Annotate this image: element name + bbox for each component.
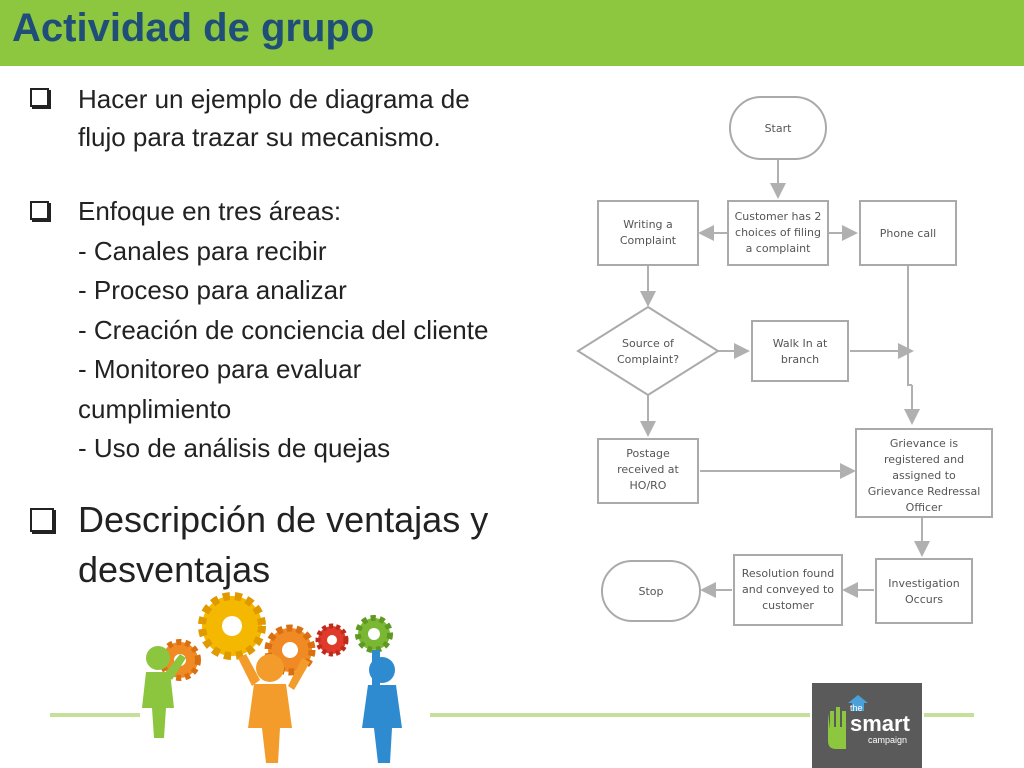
bullet-text-line: - Canales para recibir <box>78 235 327 266</box>
complaint-flowchart <box>560 85 1020 645</box>
node-label-line: Source of <box>622 337 674 350</box>
logo-smart-text: smart <box>850 711 910 736</box>
node-label-line: Writing a <box>623 218 673 231</box>
checkbox-bullet-icon <box>30 201 49 220</box>
node-label-line: received at <box>617 463 679 476</box>
node-label-line: Officer <box>905 501 943 514</box>
flowchart-writing-complaint-node <box>598 201 698 265</box>
stop-label: Stop <box>638 585 664 598</box>
green-person-figure <box>142 646 186 738</box>
gear-icon <box>202 596 262 656</box>
node-label-line: Investigation <box>888 577 960 590</box>
bullet-item <box>30 495 600 595</box>
flowchart-resolution-node <box>734 555 842 625</box>
bullet-text-line: desventajas <box>78 548 271 590</box>
title-bar <box>0 0 1024 66</box>
bullet-text-line: - Uso de análisis de quejas <box>78 433 391 463</box>
bullet-item <box>30 80 600 156</box>
flowchart-walk-in-node <box>752 321 848 381</box>
flowchart-investigation-node <box>876 559 972 623</box>
smart-campaign-logo <box>812 683 922 768</box>
node-label-line: branch <box>780 353 820 366</box>
node-label-line: customer <box>762 599 814 612</box>
start-label: Start <box>764 122 792 135</box>
node-label-line: registered and <box>883 453 965 466</box>
bullet-text-line: - Monitoreo para evaluar <box>78 354 362 384</box>
node-label-line: choices of filing <box>735 226 821 239</box>
bullet-item <box>30 192 600 469</box>
bullet-text-line: flujo para trazar su mecanismo. <box>78 122 441 152</box>
node-label-line: Walk In at <box>772 337 828 350</box>
node-label-line: HO/RO <box>629 479 667 492</box>
bullet-text-line: - Creación de conciencia del cliente <box>78 314 489 345</box>
node-label-line: assigned to <box>892 469 956 482</box>
node-label-line: Grievance Redressal <box>867 485 981 498</box>
flowchart-postage-node <box>598 439 698 503</box>
node-label-line: Postage <box>626 447 670 460</box>
bullet-text-line: Descripción de ventajas y <box>78 498 489 540</box>
logo-campaign-text: campaign <box>868 735 908 745</box>
node-label-line: Complaint? <box>616 353 680 366</box>
footer-divider-far-right <box>924 713 974 717</box>
bullet-text-line: cumplimiento <box>78 393 232 424</box>
flowchart-start-node <box>730 97 826 159</box>
bullet-text-line: Enfoque en tres áreas: <box>78 196 342 226</box>
gear-icon <box>358 618 390 650</box>
node-label-line: Occurs <box>905 593 943 606</box>
teamwork-gears-illustration <box>120 588 440 768</box>
phone-call-label: Phone call <box>879 227 937 240</box>
flowchart-customer-choices-node <box>728 201 828 265</box>
checkbox-bullet-icon <box>30 88 49 107</box>
gear-icon <box>318 626 346 654</box>
node-label-line: and conveyed to <box>741 583 835 596</box>
blue-person-figure <box>362 650 402 763</box>
node-label-line: Customer has 2 <box>734 210 822 223</box>
logo-the-text: the <box>850 703 863 713</box>
flowchart-stop-node <box>602 561 700 621</box>
orange-person-figure <box>238 654 310 763</box>
flowchart-source-decision-node <box>578 307 718 395</box>
slide-title: Actividad de grupo <box>12 6 375 50</box>
bullet-list <box>30 80 600 595</box>
node-label-line: Resolution found <box>741 567 835 580</box>
checkbox-bullet-icon <box>30 508 54 532</box>
flowchart-grievance-node <box>856 429 992 517</box>
node-label-line: Grievance is <box>889 437 959 450</box>
node-label-line: Complaint <box>619 234 677 247</box>
bullet-text-line: - Proceso para analizar <box>78 275 347 305</box>
bullet-text-line: Hacer un ejemplo de diagrama de <box>78 84 470 114</box>
flowchart-phone-call-node <box>860 201 956 265</box>
node-label-line: a complaint <box>745 242 811 255</box>
footer-divider-right <box>430 713 810 717</box>
